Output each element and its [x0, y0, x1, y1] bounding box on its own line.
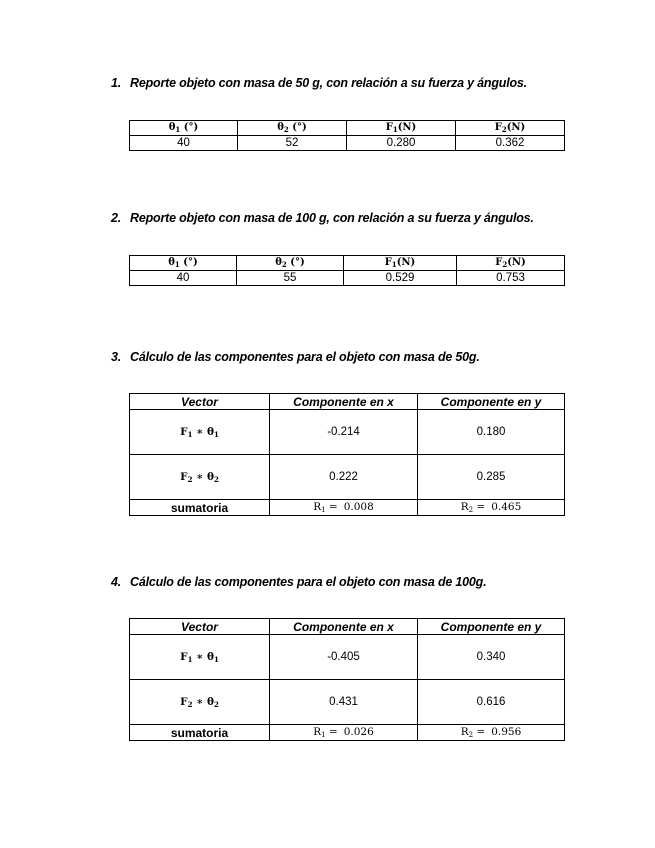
section-3-heading — [111, 350, 480, 364]
section-2-title: Reporte objeto con masa de 100 g, con relación a su fuerza y ángulos. — [130, 211, 534, 225]
vector-f1-theta1: $F_1$ ∗ $\theta_1$ — [130, 635, 270, 680]
value-theta1: 40 — [130, 136, 238, 151]
section-1-heading — [111, 76, 527, 90]
section-4-title: Cálculo de las componentes para el objeto con masa de 100g. — [130, 575, 487, 589]
header-f1: $F_1(N)$ — [347, 121, 456, 136]
section-4-number: 4. — [111, 575, 122, 589]
header-vector: Vector — [130, 394, 270, 410]
section-3-number: 3. — [111, 350, 122, 364]
vector-f2-theta2: $F_2$ ∗ $\theta_2$ — [130, 680, 270, 725]
component-y-value: 0.285 — [418, 455, 565, 500]
component-y-value: 0.616 — [418, 680, 565, 725]
value-theta2: 52 — [238, 136, 347, 151]
header-theta2: $\theta_2$ (°) — [237, 256, 344, 271]
section-2-heading — [111, 211, 534, 225]
components-table-100g — [129, 618, 565, 741]
section-1-title: Reporte objeto con masa de 50 g, con relación a su fuerza y ángulos. — [130, 76, 527, 90]
sum-label: sumatoria — [130, 725, 270, 741]
value-f2: 0.753 — [457, 271, 565, 286]
header-component-y: Componente en y — [418, 619, 565, 635]
table-header-row — [130, 256, 565, 271]
sum-label: sumatoria — [130, 500, 270, 516]
value-f1: 0.280 — [347, 136, 456, 151]
value-theta2: 55 — [237, 271, 344, 286]
table-row — [130, 410, 565, 455]
section-1-number: 1. — [111, 76, 122, 90]
resultant-y: $R_2 = 0.465$ — [418, 500, 565, 516]
header-component-x: Componente en x — [270, 394, 418, 410]
components-table-50g — [129, 393, 565, 516]
value-f2: 0.362 — [456, 136, 565, 151]
table-mass-100g — [129, 255, 565, 286]
header-component-y: Componente en y — [418, 394, 565, 410]
header-component-x: Componente en x — [270, 619, 418, 635]
section-2-number: 2. — [111, 211, 122, 225]
table-header-row — [130, 121, 565, 136]
table-header-row — [130, 394, 565, 410]
component-x-value: 0.431 — [270, 680, 418, 725]
table-header-row — [130, 619, 565, 635]
header-f2: $F_2(N)$ — [457, 256, 565, 271]
table-row — [130, 271, 565, 286]
header-f2: $F_2(N)$ — [456, 121, 565, 136]
resultant-y: $R_2 = 0.956$ — [418, 725, 565, 741]
header-f1: $F_1(N)$ — [344, 256, 457, 271]
vector-f1-theta1: $F_1$ ∗ $\theta_1$ — [130, 410, 270, 455]
table-row — [130, 680, 565, 725]
vector-f2-theta2: $F_2$ ∗ $\theta_2$ — [130, 455, 270, 500]
sum-row — [130, 725, 565, 741]
resultant-x: $R_1 = 0.008$ — [270, 500, 418, 516]
component-y-value: 0.340 — [418, 635, 565, 680]
table-row — [130, 455, 565, 500]
resultant-x: $R_1 = 0.026$ — [270, 725, 418, 741]
section-4-heading — [111, 575, 486, 589]
component-x-value: 0.222 — [270, 455, 418, 500]
component-x-value: -0.405 — [270, 635, 418, 680]
table-mass-50g — [129, 120, 565, 151]
value-theta1: 40 — [130, 271, 237, 286]
header-theta1: $\theta_1$ (°) — [130, 121, 238, 136]
sum-row — [130, 500, 565, 516]
header-vector: Vector — [130, 619, 270, 635]
table-row — [130, 136, 565, 151]
header-theta1: $\theta_1$ (°) — [130, 256, 237, 271]
component-x-value: -0.214 — [270, 410, 418, 455]
table-row — [130, 635, 565, 680]
section-3-title: Cálculo de las componentes para el objeto con masa de 50g. — [130, 350, 480, 364]
value-f1: 0.529 — [344, 271, 457, 286]
component-y-value: 0.180 — [418, 410, 565, 455]
header-theta2: $\theta_2$ (°) — [238, 121, 347, 136]
